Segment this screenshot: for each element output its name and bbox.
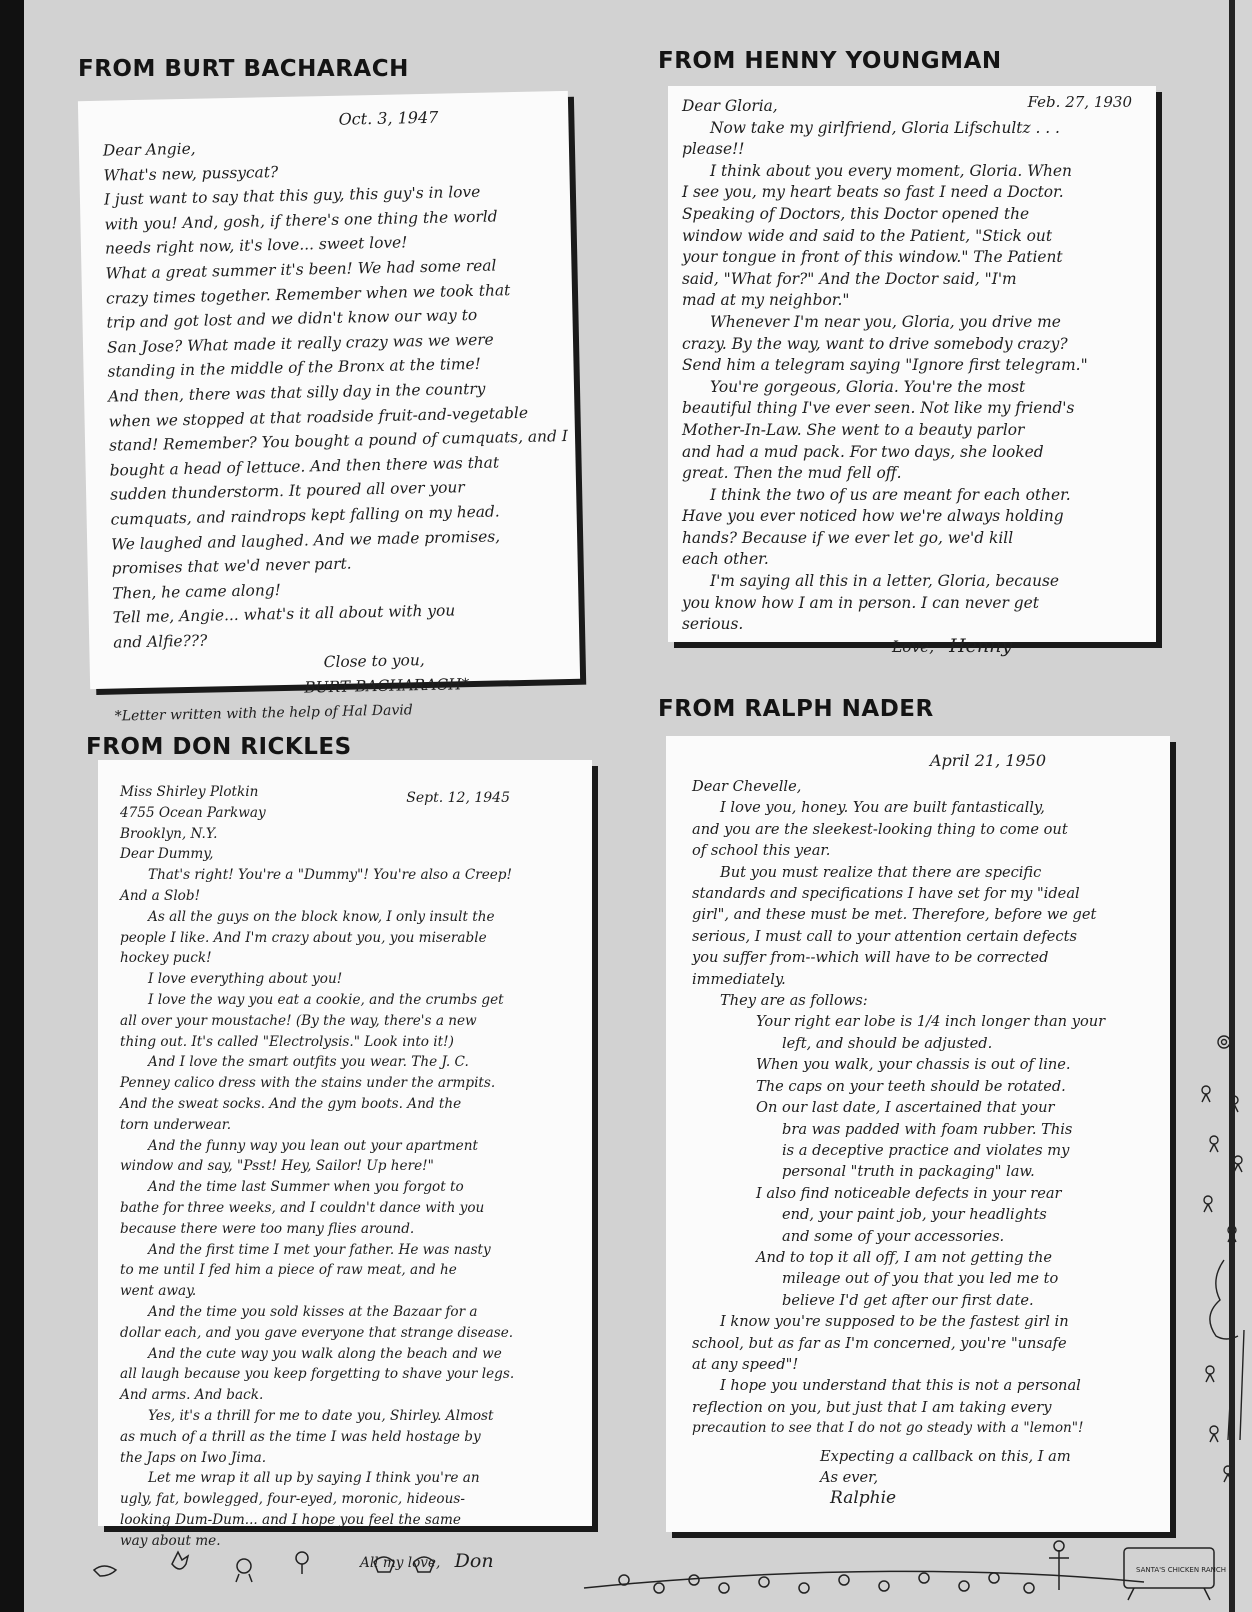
letter-line: way about me. (120, 1532, 221, 1549)
letter-line: I think the two of us are meant for each other. (710, 485, 1071, 504)
letter-line: all laugh because you keep forgetting to shave your legs. (120, 1366, 515, 1383)
letter-line: Have you ever noticed how we're always holding (682, 507, 1064, 526)
letter-line: as much of a thrill as the time I was held hostage by (120, 1428, 481, 1445)
letter-line: mad at my neighbor." (682, 291, 850, 310)
letter-line: reflection on you, but just that I am taking every (692, 1398, 1052, 1416)
letter-signature: BURT BACHARACH* (304, 675, 470, 697)
letter-date: Sept. 12, 1945 (406, 790, 510, 806)
letter-line: And the cute way you walk along the beach and we (148, 1345, 502, 1362)
letter-line: window and say, "Psst! Hey, Sailor! Up here!" (120, 1158, 434, 1175)
letter-line: Whenever I'm near you, Gloria, you drive me (710, 312, 1061, 331)
letter-line: said, "What for?" And the Doctor said, "I'm (682, 269, 1017, 288)
letter-line: Tell me, Angie... what's it all about with you (112, 601, 456, 627)
letter-line: precaution to see that I do not go steady with a "lemon"! (692, 1420, 1084, 1437)
letter-line: each other. (682, 550, 769, 569)
letter-date: Feb. 27, 1930 (1027, 93, 1132, 111)
letter-line: end, your paint job, your headlights (782, 1206, 1047, 1224)
letter-line: Yes, it's a thrill for me to date you, Shirley. Almost (148, 1407, 494, 1424)
letter-closing: Love, (892, 637, 935, 656)
letter-closing: Expecting a callback on this, I am (820, 1447, 1071, 1465)
letter-line: torn underwear. (120, 1116, 232, 1133)
letter-line: promises that we'd never part. (111, 554, 352, 578)
letter-closing: All my love, (360, 1555, 441, 1572)
letter-line: I just want to say that this guy, this guy's in love (103, 182, 481, 209)
letter-line: thing out. It's called "Electrolysis." Look into it!) (120, 1033, 454, 1050)
letter-line: girl", and these must be met. Therefore, before we get (692, 906, 1097, 924)
letter-line: They are as follows: (720, 992, 868, 1010)
letter-line: is a deceptive practice and violates my (782, 1141, 1070, 1159)
letter-line: hands? Because if we ever let go, we'd kill (682, 528, 1014, 547)
letter-line: at any speed"! (692, 1355, 799, 1373)
letter-line: What's new, pussycat? (103, 162, 279, 185)
letter-line: I love you, honey. You are built fantastically, (720, 799, 1045, 817)
letter-line: you suffer from--which will have to be corrected (692, 949, 1049, 967)
letter-signature: Henny (949, 634, 1013, 657)
letter-line: I see you, my heart beats so fast I need a Doctor. (682, 183, 1064, 202)
letter-line: Your right ear lobe is 1/4 inch longer than your (756, 1013, 1106, 1031)
letter-footnote: *Letter written with the help of Hal David (114, 701, 413, 725)
letter-line: I think about you every moment, Gloria. When (710, 161, 1072, 180)
letter-line: And the sweat socks. And the gym boots. And the (120, 1095, 462, 1112)
letter-line: and had a mud pack. For two days, she looked (682, 442, 1044, 461)
letter-line: you know how I am in person. I can never get (682, 593, 1039, 612)
letter-line: Send him a telegram saying "Ignore first telegram." (682, 356, 1088, 375)
bottom-sign-text: SANTA'S CHICKEN RANCH (1136, 1566, 1227, 1574)
letter-line: when we stopped at that roadside fruit-and-vegetable (108, 403, 529, 431)
letter-line: You're gorgeous, Gloria. You're the most (710, 377, 1026, 396)
letter-line: That's right! You're a "Dummy"! You're also a Creep! (148, 867, 512, 884)
letter-line: dollar each, and you gave everyone that strange disease. (120, 1324, 514, 1341)
letter-line: all over your moustache! (By the way, there's a new (120, 1012, 477, 1029)
letter-line: As all the guys on the block know, I only insult the (148, 908, 495, 925)
letter-line: What a great summer it's been! We had some real (105, 256, 497, 283)
letter-line: and some of your accessories. (782, 1227, 1005, 1245)
letter-line: needs right now, it's love... sweet love! (104, 233, 408, 259)
letter-signoff (682, 636, 1140, 659)
letter-line: hockey puck! (120, 950, 212, 967)
heading-bacharach: FROM BURT BACHARACH (78, 56, 409, 82)
letter-line: And arms. And back. (120, 1387, 264, 1404)
letter-line: bathe for three weeks, and I couldn't dance with you (120, 1199, 485, 1216)
heading-nader: FROM RALPH NADER (658, 696, 934, 722)
letter-line: San Jose? What made it really crazy was we were (106, 330, 494, 357)
letter-line: believe I'd get after our first date. (782, 1291, 1034, 1309)
letter-line: And I love the smart outfits you wear. The J. C. (148, 1054, 469, 1071)
side-doodles-illustration (1194, 1030, 1252, 1540)
letter-line: because there were too many flies around. (120, 1220, 415, 1237)
letter-line: left, and should be adjusted. (782, 1034, 993, 1052)
letter-line: And a Slob! (120, 887, 201, 904)
letter-salutation: Dear Dummy, (120, 846, 214, 863)
letter-line: standing in the middle of the Bronx at the time! (107, 355, 481, 381)
letter-line: I'm saying all this in a letter, Gloria, because (710, 572, 1060, 591)
letter-line: But you must realize that there are specific (720, 863, 1042, 881)
letter-salutation: Dear Gloria, (682, 97, 778, 115)
letter-line: I love everything about you! (148, 971, 343, 988)
letter-signature: Don (454, 1550, 494, 1573)
letter-line: personal "truth in packaging" law. (782, 1163, 1035, 1181)
letter-line: crazy. By the way, want to drive somebody crazy? (682, 334, 1068, 353)
letter-line: When you walk, your chassis is out of line. (756, 1056, 1071, 1074)
letter-address-line: Brooklyn, N.Y. (120, 825, 218, 842)
letter-line: Mother-In-Law. She went to a beauty parlor (682, 420, 1025, 439)
letter-line: the Japs on Iwo Jima. (120, 1449, 267, 1466)
bottom-doodles-illustration (84, 1540, 1244, 1606)
letter-line: went away. (120, 1283, 197, 1300)
letter-address-line: Miss Shirley Plotkin (120, 784, 259, 800)
letter-line: serious. (682, 615, 744, 634)
letter-line: looking Dum-Dum... and I hope you feel the same (120, 1511, 461, 1528)
letter-line: Speaking of Doctors, this Doctor opened the (682, 204, 1030, 223)
letter-salutation: Dear Chevelle, (692, 778, 802, 795)
letter-line: And then, there was that silly day in the country (107, 379, 486, 406)
letter-line: And to top it all off, I am not getting the (756, 1248, 1053, 1266)
letter-salutation: Dear Angie, (102, 139, 196, 160)
letter-line: We laughed and laughed. And we made promises, (110, 526, 501, 554)
letter-line: And the first time I met your father. He was nasty (148, 1241, 491, 1258)
letter-youngman (668, 86, 1156, 657)
letter-line: school, but as far as I'm concerned, you're "unsafe (692, 1334, 1067, 1352)
letter-line: I love the way you eat a cookie, and the crumbs get (148, 991, 504, 1008)
letter-line: mileage out of you that you led me to (782, 1270, 1059, 1288)
letter-line: Let me wrap it all up by saying I think you're an (148, 1470, 480, 1487)
letter-line: stand! Remember? You bought a pound of cumquats, and I (108, 427, 568, 455)
letter-line: trip and got lost and we didn't know our way to (106, 306, 478, 332)
letter-line: bra was padded with foam rubber. This (782, 1120, 1073, 1138)
letter-line: beautiful thing I've ever seen. Not like my friend's (682, 399, 1075, 418)
letter-line: your tongue in front of this window." The Patient (682, 248, 1063, 267)
letter-line: of school this year. (692, 842, 831, 860)
letter-line: And the funny way you lean out your apartment (148, 1137, 478, 1154)
letter-line: serious, I must call to your attention certain defects (692, 927, 1077, 945)
letter-line: The caps on your teeth should be rotated. (756, 1077, 1066, 1095)
letter-line: ugly, fat, bowlegged, four-eyed, moronic, hideous- (120, 1491, 465, 1508)
letter-line: On our last date, I ascertained that your (756, 1099, 1055, 1117)
letter-bacharach (78, 91, 580, 725)
heading-rickles: FROM DON RICKLES (86, 734, 352, 760)
letter-line: immediately. (692, 970, 786, 988)
letter-line: I also find noticeable defects in your rear (756, 1184, 1062, 1202)
letter-line: And the time you sold kisses at the Bazaar for a (148, 1303, 478, 1320)
letter-date: April 21, 1950 (929, 751, 1046, 770)
letter-rickles (98, 760, 592, 1573)
letter-line: And the time last Summer when you forgot to (148, 1179, 464, 1196)
letter-address-line: 4755 Ocean Parkway (120, 804, 266, 821)
letter-line: I hope you understand that this is not a personal (720, 1377, 1081, 1395)
letter-line: and you are the sleekest-looking thing to come out (692, 820, 1068, 838)
letter-line: I know you're supposed to be the fastest girl in (720, 1313, 1069, 1331)
letter-nader (666, 736, 1170, 1532)
letter-line: please!! (682, 140, 745, 159)
letter-signature: Ralphie (830, 1488, 897, 1509)
letter-line: and Alfie??? (113, 631, 208, 652)
letter-line: Now take my girlfriend, Gloria Lifschultz . . . (710, 118, 1060, 137)
letter-line: bought a head of lettuce. And then there was that (109, 453, 500, 480)
letter-line: sudden thunderstorm. It poured all over your (109, 478, 465, 504)
letter-line: Then, he came along! (112, 580, 281, 603)
letter-line: great. Then the mud fell off. (682, 464, 902, 483)
letter-line: to me until I fed him a piece of raw meat, and he (120, 1262, 457, 1279)
letter-line: cumquats, and raindrops kept falling on my head. (110, 502, 500, 529)
letter-line: standards and specifications I have set for my "ideal (692, 885, 1080, 903)
heading-youngman: FROM HENNY YOUNGMAN (658, 48, 1002, 74)
letter-date: Oct. 3, 1947 (338, 107, 439, 129)
letter-line: people I like. And I'm crazy about you, you miserable (120, 929, 487, 946)
letter-line: Penney calico dress with the stains under the armpits. (120, 1075, 496, 1092)
letter-line: with you! And, gosh, if there's one thing the world (104, 207, 498, 234)
letter-line: window wide and said to the Patient, "Stick out (682, 226, 1053, 245)
letter-closing: As ever, (820, 1469, 879, 1486)
letter-line: crazy times together. Remember when we took that (105, 280, 511, 308)
letter-closing: Close to you, (323, 651, 425, 672)
